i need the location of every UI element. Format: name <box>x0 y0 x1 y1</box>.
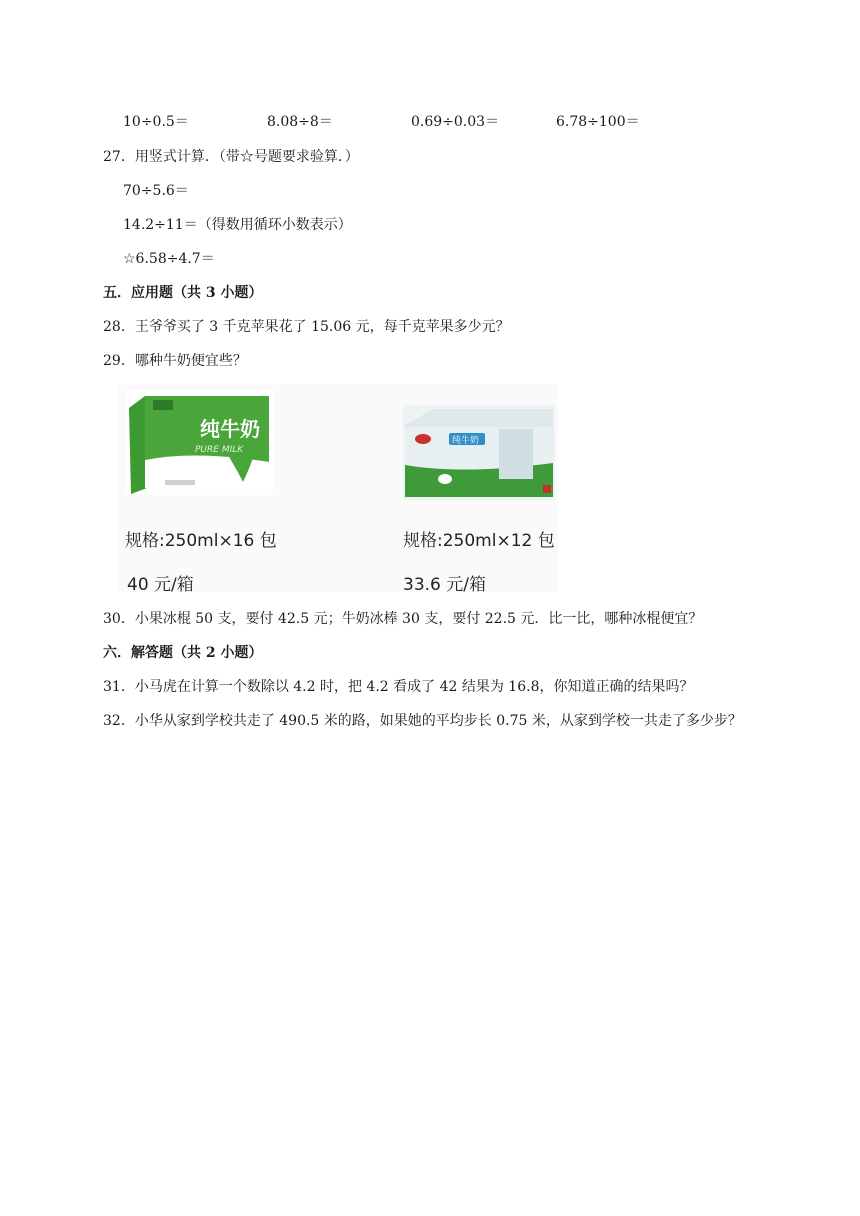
calc-item-1: 10÷0.5＝ <box>123 114 189 130</box>
calc-item-4: 6.78÷100＝ <box>556 114 640 130</box>
section-6-heading: 六．解答题（共 2 小题） <box>103 645 263 661</box>
left-milk-spec: 规格:250ml×16 包 <box>125 531 277 551</box>
question-27-item-2: 14.2÷11＝（得数用循环小数表示） <box>123 217 352 233</box>
pure-milk-box-image-right <box>403 405 555 500</box>
question-29: 29．哪种牛奶便宜些？ <box>103 353 247 369</box>
right-milk-spec: 规格:250ml×12 包 <box>403 531 555 551</box>
question-27-item-3: ☆6.58÷4.7＝ <box>123 251 215 267</box>
question-27-title: 27．用竖式计算．（带☆号题要求验算．） <box>103 149 359 165</box>
question-32: 32．小华从家到学校共走了 490.5 米的路，如果她的平均步长 0.75 米，从家到学校一共走了多少步？ <box>103 713 742 729</box>
svg-text:PURE MILK: PURE MILK <box>195 445 244 455</box>
left-milk-price: 40 元/箱 <box>127 575 194 595</box>
question-30: 30．小果冰棍 50 支，要付 42.5 元；牛奶冰棒 30 支，要付 22.5 元．比一比，哪种冰棍便宜？ <box>103 611 703 627</box>
right-milk-price: 33.6 元/箱 <box>403 575 486 595</box>
pure-milk-box-image-left <box>125 390 273 495</box>
calc-item-3: 0.69÷0.03＝ <box>411 114 500 130</box>
question-28: 28．王爷爷买了 3 千克苹果花了 15.06 元，每千克苹果多少元？ <box>103 319 510 335</box>
question-31: 31．小马虎在计算一个数除以 4.2 时，把 4.2 看成了 42 结果为 16.8，你知道正确的结果吗？ <box>103 679 694 695</box>
left-box-label: 纯牛奶 <box>200 417 260 441</box>
calc-item-2: 8.08÷8＝ <box>267 114 333 130</box>
right-box-label: 纯牛奶 <box>452 436 480 446</box>
question-27-item-1: 70÷5.6＝ <box>123 183 189 199</box>
section-5-heading: 五．应用题（共 3 小题） <box>103 285 263 301</box>
